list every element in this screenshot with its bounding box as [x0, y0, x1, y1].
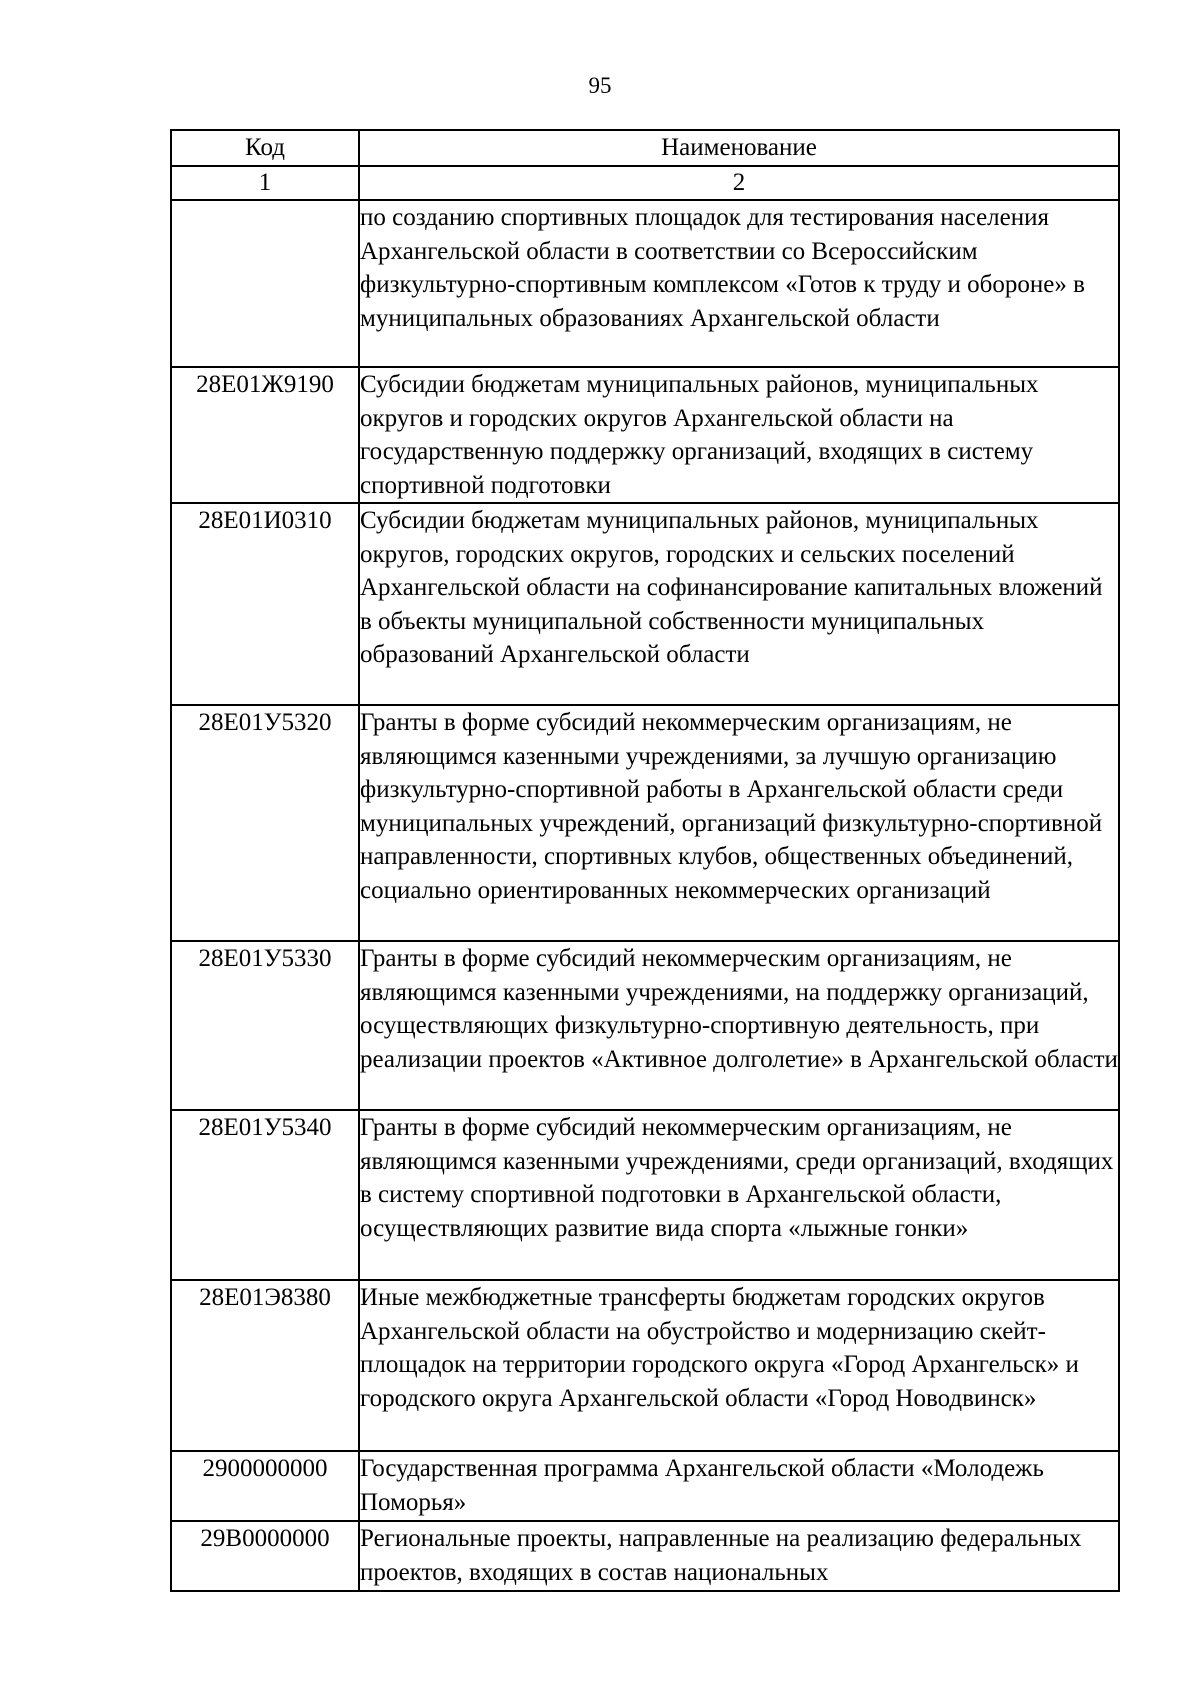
row-code: 28Е01У5320: [171, 705, 359, 941]
row-name: Государственная программа Архангельской области «Молодежь Поморья»: [359, 1451, 1119, 1521]
row-name: Гранты в форме субсидий некоммерческим организациям, не являющимся казенными учреждениями, за лучшую организацию физкультурно-спортивной работы в Архангельской области среди муниципальных учреждений, организаций физкультурно-спортивной направленности, спортивных клубов, общественных объединений, социально ориентированных некоммерческих организаций: [359, 705, 1119, 941]
row-name: Гранты в форме субсидий некоммерческим организациям, не являющимся казенными учреждениями, на поддержку организаций, осуществляющих физкультурно-спортивную деятельность, при реализации проектов «Активное долголетие» в Архангельской области: [359, 941, 1119, 1110]
table-row: [171, 1451, 1119, 1521]
row-name: Гранты в форме субсидий некоммерческим организациям, не являющимся казенными учреждениями, среди организаций, входящих в систему спортивной подготовки в Архангельской области, осуществляющих развитие вида спорта «лыжные гонки»: [359, 1110, 1119, 1280]
row-name: Субсидии бюджетам муниципальных районов, муниципальных округов, городских округов, городских и сельских поселений Архангельской области на софинансирование капитальных вложений в объекты муниципальной собственности муниципальных образований Архангельской области: [359, 503, 1119, 705]
column-number-row: [171, 166, 1119, 200]
row-code: 28Е01И0310: [171, 503, 359, 705]
table-row: [171, 1521, 1119, 1591]
table-row: [171, 367, 1119, 503]
column-number-name: 2: [359, 166, 1119, 200]
row-code: 2900000000: [171, 1451, 359, 1521]
budget-code-table: [170, 129, 1120, 1592]
column-header-name: Наименование: [359, 130, 1119, 166]
row-name: Субсидии бюджетам муниципальных районов, муниципальных округов и городских округов Архангельской области на государственную поддержку организаций, входящих в систему спортивной подготовки: [359, 367, 1119, 503]
row-code: 29В0000000: [171, 1521, 359, 1591]
table-row: [171, 503, 1119, 705]
row-code: 28Е01У5330: [171, 941, 359, 1110]
table-row: [171, 200, 1119, 367]
table-row: [171, 941, 1119, 1110]
table-body: [171, 166, 1119, 1591]
row-code: [171, 200, 359, 367]
row-name: по созданию спортивных площадок для тестирования населения Архангельской области в соответствии со Всероссийским физкультурно-спортивным комплексом «Готов к труду и обороне» в муниципальных образованиях Архангельской области: [359, 200, 1119, 367]
row-name: Региональные проекты, направленные на реализацию федеральных проектов, входящих в состав национальных: [359, 1521, 1119, 1591]
table-header: [171, 130, 1119, 166]
table-row: [171, 1110, 1119, 1280]
row-code: 28Е01Э8380: [171, 1280, 359, 1451]
table-row: [171, 1280, 1119, 1451]
table-header-row: [171, 130, 1119, 166]
column-header-code: Код: [171, 130, 359, 166]
row-code: 28Е01Ж9190: [171, 367, 359, 503]
page-number: 95: [588, 73, 612, 98]
column-number-code: 1: [171, 166, 359, 200]
table-row: [171, 705, 1119, 941]
row-code: 28Е01У5340: [171, 1110, 359, 1280]
row-name: Иные межбюджетные трансферты бюджетам городских округов Архангельской области на обустройство и модернизацию скейт-площадок на территории городского округа «Город Архангельск» и городского округа Архангельской области «Город Новодвинск»: [359, 1280, 1119, 1451]
